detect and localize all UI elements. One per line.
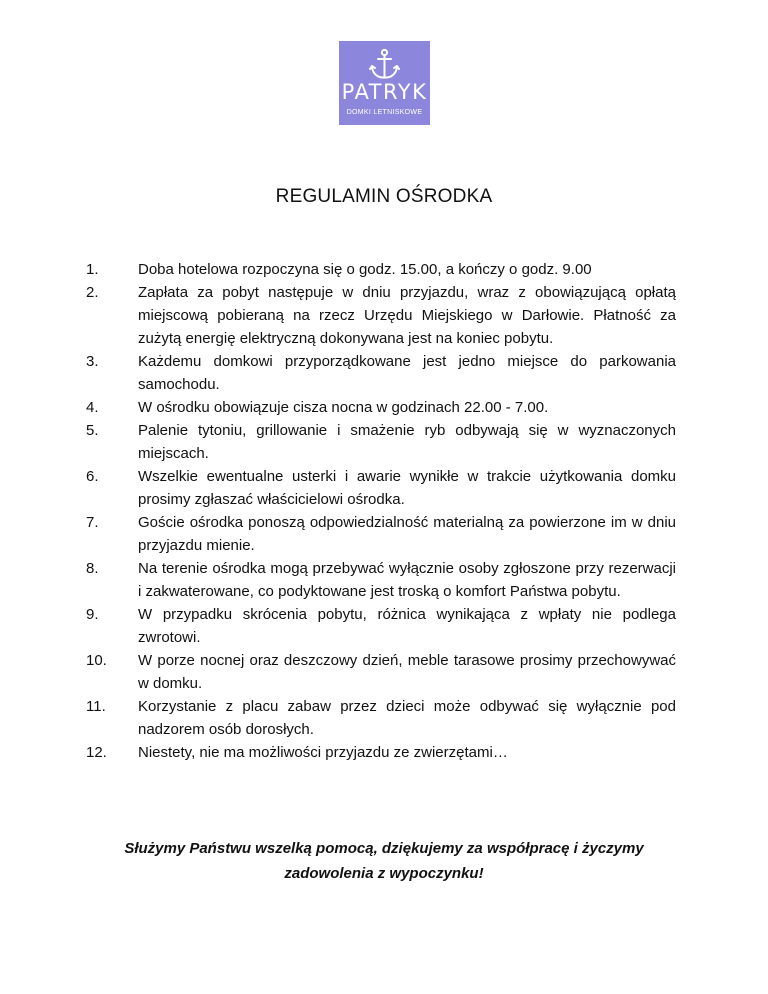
rule-item <box>86 258 676 281</box>
rule-text: W ośrodku obowiązuje cisza nocna w godzinach 22.00 - 7.00. <box>138 399 549 416</box>
rule-item <box>86 419 676 465</box>
rule-number: 12. <box>86 744 107 761</box>
rule-text: W porze nocnej oraz deszczowy dzień, meble tarasowe prosimy przechowywać w domku. <box>138 652 676 692</box>
rule-item <box>86 350 676 396</box>
rule-number: 8. <box>86 560 99 577</box>
rule-text: Na terenie ośrodka mogą przebywać wyłącznie osoby zgłoszone przy rezerwacji i zakwaterowane, co podyktowane jest troską o komfort Państwa pobytu. <box>138 560 676 600</box>
rule-text: Palenie tytoniu, grillowanie i smażenie ryb odbywają się w wyznaczonych miejscach. <box>138 422 676 462</box>
rule-text: Korzystanie z placu zabaw przez dzieci może odbywać się wyłącznie pod nadzorem osób dorosłych. <box>138 698 676 738</box>
rule-text: Niestety, nie ma możliwości przyjazdu ze zwierzętami… <box>138 744 508 761</box>
rule-number: 1. <box>86 261 99 278</box>
rule-item <box>86 741 676 764</box>
rule-number: 10. <box>86 652 107 669</box>
rule-number: 5. <box>86 422 99 439</box>
rule-number: 9. <box>86 606 99 623</box>
logo-name: PATRYK <box>341 80 428 104</box>
rule-item <box>86 396 676 419</box>
rule-number: 2. <box>86 284 99 301</box>
rule-item <box>86 603 676 649</box>
rules-list <box>86 258 676 764</box>
rule-text: Każdemu domkowi przyporządkowane jest jedno miejsce do parkowania samochodu. <box>138 353 676 393</box>
rule-number: 7. <box>86 514 99 531</box>
rule-number: 6. <box>86 468 99 485</box>
closing-line: zadowolenia z wypoczynku! <box>284 865 484 882</box>
rule-item <box>86 465 676 511</box>
rule-item <box>86 281 676 350</box>
page-title: REGULAMIN OŚRODKA <box>275 186 493 207</box>
rule-item <box>86 511 676 557</box>
rule-item <box>86 557 676 603</box>
rule-item <box>86 695 676 741</box>
logo <box>339 41 430 125</box>
rule-number: 4. <box>86 399 99 416</box>
anchor-icon <box>369 48 400 81</box>
rule-number: 11. <box>86 698 106 715</box>
rule-text: Wszelkie ewentualne usterki i awarie wynikłe w trakcie użytkowania domku prosimy zgłaszać właścicielowi ośrodka. <box>138 468 676 508</box>
rule-text: Doba hotelowa rozpoczyna się o godz. 15.00, a kończy o godz. 9.00 <box>138 261 592 278</box>
closing-line: Służymy Państwu wszelką pomocą, dziękujemy za współpracę i życzymy <box>124 840 644 857</box>
rule-item <box>86 649 676 695</box>
closing-message <box>96 836 672 886</box>
rule-text: Goście ośrodka ponoszą odpowiedzialność materialną za powierzone im w dniu przyjazdu mienie. <box>138 514 676 554</box>
rule-text: W przypadku skrócenia pobytu, różnica wynikająca z wpłaty nie podlega zwrotowi. <box>138 606 676 646</box>
rule-number: 3. <box>86 353 99 370</box>
logo-subtitle: DOMKI LETNISKOWE <box>346 109 423 116</box>
rule-text: Zapłata za pobyt następuje w dniu przyjazdu, wraz z obowiązującą opłatą miejscową pobieraną na rzecz Urzędu Miejskiego w Darłowie. Płatność za zużytą energię elektryczną dokonywana jest na koniec pobytu. <box>138 284 676 347</box>
